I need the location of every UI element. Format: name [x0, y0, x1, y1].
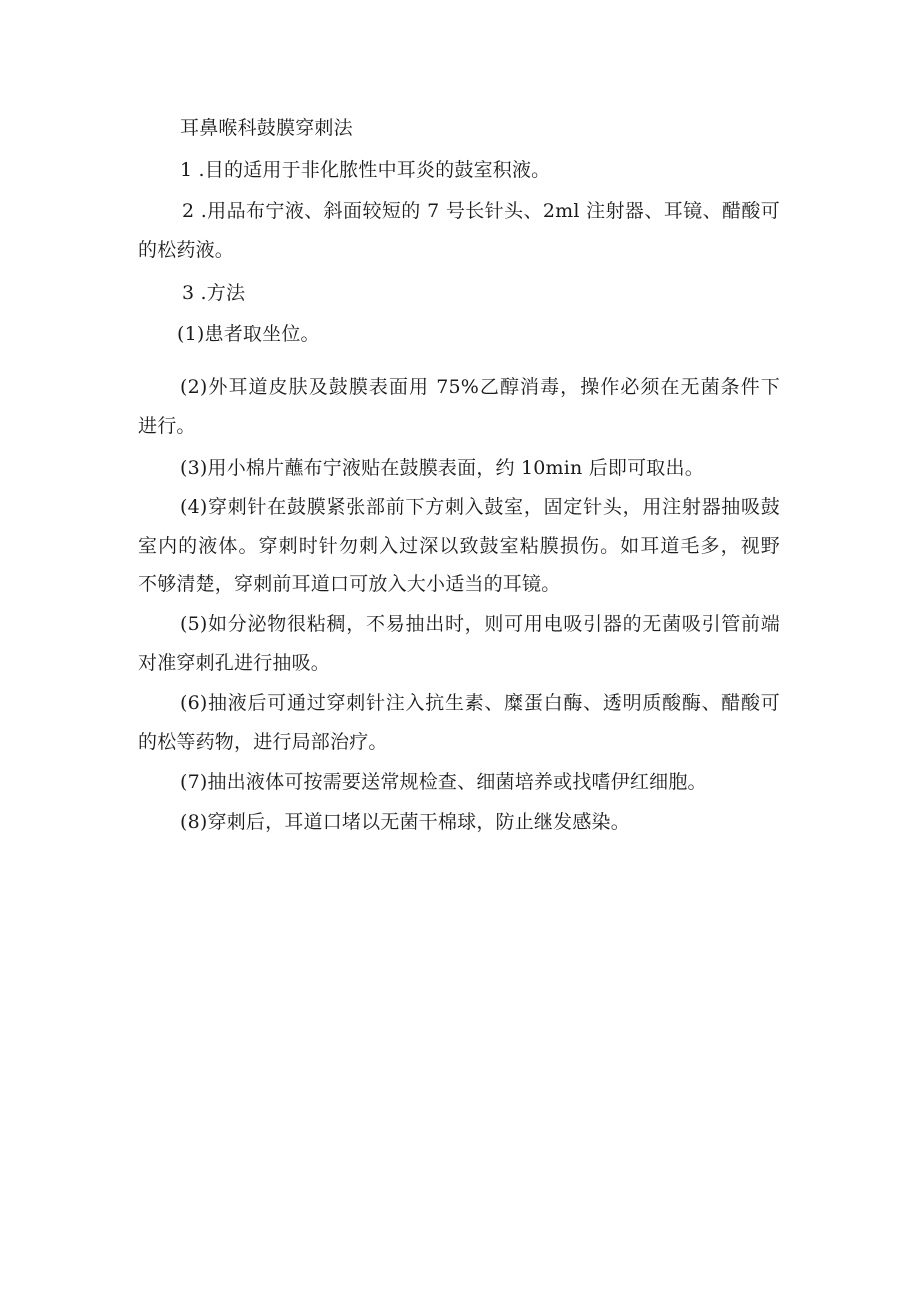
text-line: 不够清楚，穿刺前耳道口可放入大小适当的耳镜。: [138, 573, 561, 595]
text-line: 1 .目的适用于非化脓性中耳炎的鼓室积液。: [180, 159, 551, 181]
text-line: (4)穿刺针在鼓膜紧张部前下方刺入鼓室，固定针头，用注射器抽吸鼓: [180, 496, 780, 518]
text-line: 对准穿刺孔进行抽吸。: [138, 652, 331, 674]
text-line: 2 .用品布宁液、斜面较短的 7 号长针头、2ml 注射器、耳镜、醋酸可: [182, 200, 780, 222]
text-line: (2)外耳道皮肤及鼓膜表面用 75%乙醇消毒，操作必须在无菌条件下: [180, 376, 780, 398]
text-line: 室内的液体。穿刺时针勿刺入过深以致鼓室粘膜损伤。如耳道毛多，视野: [138, 535, 780, 557]
text-line: 进行。: [138, 415, 196, 437]
text-line: 3 .方法: [182, 282, 246, 304]
text-line: (8)穿刺后，耳道口堵以无菌干棉球，防止继发感染。: [180, 811, 630, 833]
text-line: (1)患者取坐位。: [177, 323, 320, 345]
text-line: (5)如分泌物很粘稠，不易抽出时，则可用电吸引器的无菌吸引管前端: [180, 613, 780, 635]
text-line: (6)抽液后可通过穿刺针注入抗生素、糜蛋白酶、透明质酸酶、醋酸可: [180, 692, 780, 714]
text-line: 的松等药物，进行局部治疗。: [138, 731, 388, 753]
text-line: (3)用小棉片蘸布宁液贴在鼓膜表面，约 10min 后即可取出。: [180, 457, 704, 479]
document-title: 耳鼻喉科鼓膜穿刺法: [180, 117, 353, 139]
text-line: (7)抽出液体可按需要送常规检查、细菌培养或找嗜伊红细胞。: [180, 771, 707, 793]
text-line: 的松药液。: [138, 239, 235, 261]
